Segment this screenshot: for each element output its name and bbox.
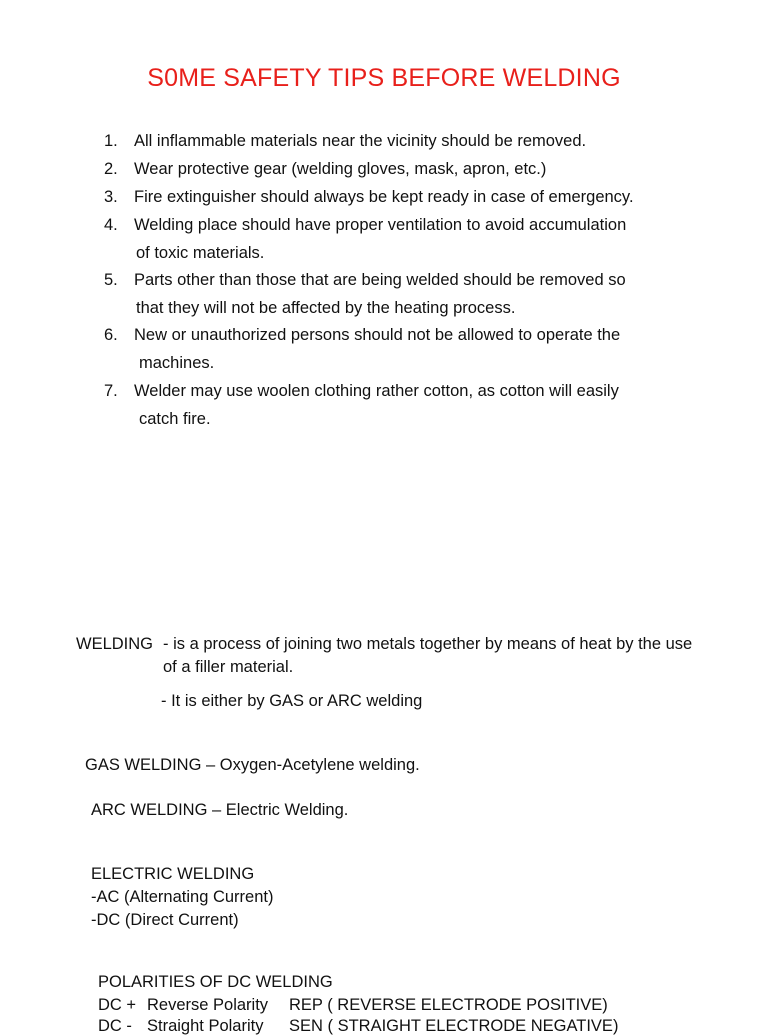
list-item-text: Fire extinguisher should always be kept ready in case of emergency. — [134, 188, 634, 206]
list-item-text: Welder may use woolen clothing rather cotton, as cotton will easily — [134, 382, 619, 400]
electric-welding-item: -AC (Alternating Current) — [91, 888, 274, 906]
polarity-abbr: REP ( REVERSE ELECTRODE POSITIVE) — [289, 996, 608, 1014]
list-item-number: 5. — [104, 271, 118, 289]
list-item-number: 2. — [104, 160, 118, 178]
welding-definition-line: - is a process of joining two metals together by means of heat by the use — [163, 635, 693, 653]
gas-welding-line: GAS WELDING – Oxygen-Acetylene welding. — [85, 756, 420, 774]
welding-term: WELDING — [76, 635, 154, 653]
polarity-sign: DC + — [98, 996, 137, 1014]
polarity-row — [98, 1016, 619, 1036]
page-title: S0ME SAFETY TIPS BEFORE WELDING — [147, 64, 621, 92]
electric-welding-heading: ELECTRIC WELDING — [91, 865, 255, 883]
list-item-number: 6. — [104, 326, 118, 344]
welding-types-note: - It is either by GAS or ARC welding — [161, 692, 423, 710]
list-item-text: New or unauthorized persons should not be allowed to operate the — [134, 326, 621, 344]
polarity-abbr: SEN ( STRAIGHT ELECTRODE NEGATIVE) — [289, 1017, 619, 1035]
polarity-name: Reverse Polarity — [147, 996, 269, 1014]
list-item-number: 3. — [104, 188, 118, 206]
list-item-text: Parts other than those that are being welded should be removed so — [134, 271, 626, 289]
polarity-row — [98, 995, 608, 1015]
list-item-text-continued: catch fire. — [139, 410, 211, 428]
list-item-number: 7. — [104, 382, 118, 400]
list-item-text-continued: that they will not be affected by the heating process. — [136, 299, 516, 317]
list-item-number: 1. — [104, 132, 118, 150]
polarities-heading: POLARITIES OF DC WELDING — [98, 973, 333, 991]
list-item-text-continued: machines. — [139, 354, 215, 372]
welding-definition-line: of a filler material. — [163, 658, 294, 676]
list-item-text-continued: of toxic materials. — [136, 244, 265, 262]
polarity-sign: DC - — [98, 1017, 132, 1035]
list-item-text: Welding place should have proper ventilation to avoid accumulation — [134, 216, 627, 234]
polarity-name: Straight Polarity — [147, 1017, 264, 1035]
list-item-text: Wear protective gear (welding gloves, mask, apron, etc.) — [134, 160, 547, 178]
list-item-text: All inflammable materials near the vicinity should be removed. — [134, 132, 587, 150]
electric-welding-item: -DC (Direct Current) — [91, 911, 239, 929]
list-item-number: 4. — [104, 216, 118, 234]
arc-welding-line: ARC WELDING – Electric Welding. — [91, 801, 349, 819]
